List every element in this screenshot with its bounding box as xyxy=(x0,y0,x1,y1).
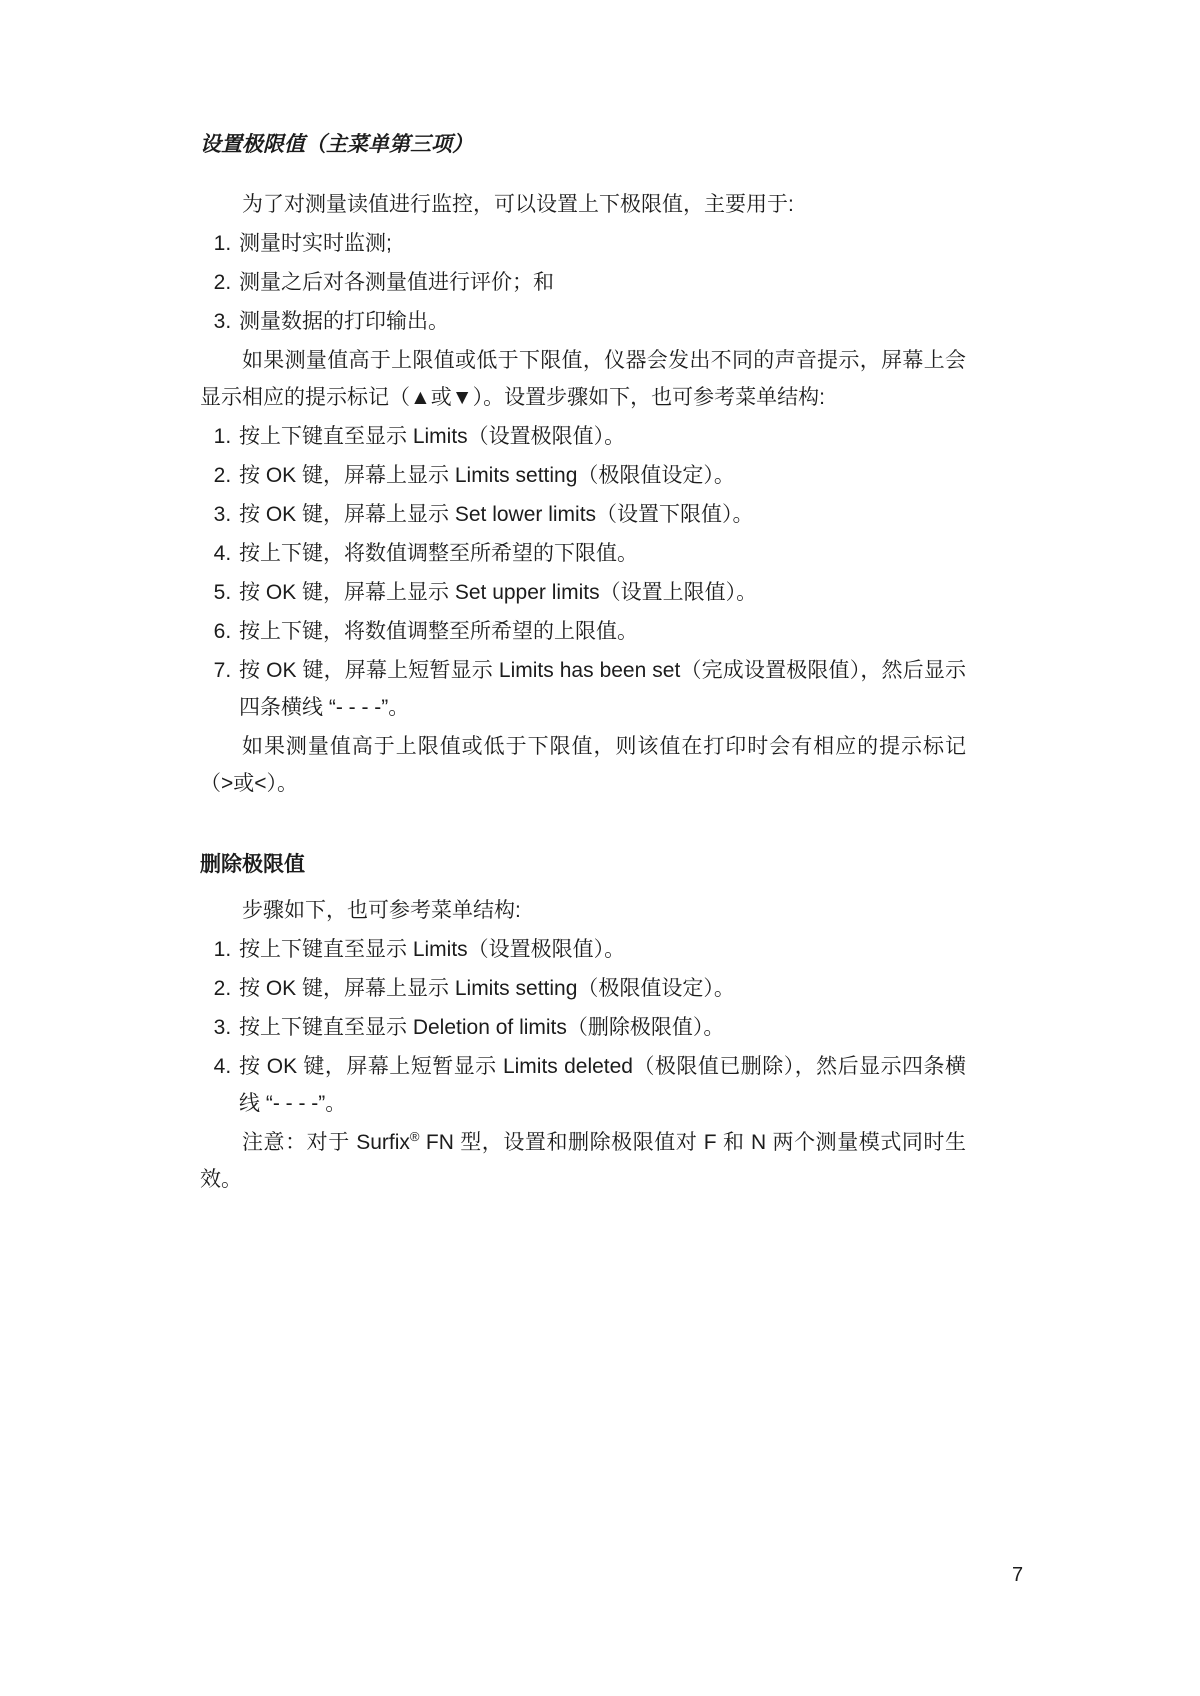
page-content xyxy=(200,126,966,1198)
set-limits-steps-list xyxy=(200,418,966,726)
list-item: 1. 按上下键直至显示 Limits（设置极限值）。 xyxy=(237,418,966,455)
paragraph-set-limits-intro: 为了对测量读值进行监控，可以设置上下极限值，主要用于: xyxy=(242,193,794,216)
list-item: 1. 测量时实时监测; xyxy=(237,225,966,262)
purpose-list xyxy=(200,225,966,340)
list-item: 2. 测量之后对各测量值进行评价；和 xyxy=(237,264,966,301)
section-title-set-limits: 设置极限值（主菜单第三项） xyxy=(200,133,473,156)
paragraph-print-mark: 如果测量值高于上限值或低于下限值，则该值在打印时会有相应的提示标记（>或<）。 xyxy=(200,735,966,795)
list-item: 4. 按上下键，将数值调整至所希望的下限值。 xyxy=(237,535,966,572)
list-item: 2. 按 OK 键，屏幕上显示 Limits setting（极限值设定）。 xyxy=(237,457,966,494)
paragraph-note xyxy=(200,1124,966,1198)
list-item: 3. 按 OK 键，屏幕上显示 Set lower limits（设置下限值）。 xyxy=(237,496,966,533)
list-item: 3. 测量数据的打印输出。 xyxy=(237,303,966,340)
page-number: 7 xyxy=(1012,1564,1024,1586)
list-item: 4. 按 OK 键，屏幕上短暂显示 Limits deleted（极限值已删除），然后显示四条横线 “- - - -”。 xyxy=(237,1048,966,1122)
list-item: 3. 按上下键直至显示 Deletion of limits（删除极限值）。 xyxy=(237,1009,966,1046)
registered-trademark-symbol: ® xyxy=(409,1129,420,1144)
note-text-suffix: FN 型，设置和删除极限值对 F 和 N 两个测量模式同时生效。 xyxy=(200,1131,966,1191)
paragraph-alert-marks: 如果测量值高于上限值或低于下限值，仪器会发出不同的声音提示，屏幕上会显示相应的提示标记（▲或▼）。设置步骤如下，也可参考菜单结构: xyxy=(200,349,966,409)
list-item: 5. 按 OK 键，屏幕上显示 Set upper limits（设置上限值）。 xyxy=(237,574,966,611)
list-item: 6. 按上下键，将数值调整至所希望的上限值。 xyxy=(237,613,966,650)
section-title-delete-limits: 删除极限值 xyxy=(200,853,305,876)
paragraph-delete-limits-intro: 步骤如下，也可参考菜单结构: xyxy=(242,899,521,922)
list-item: 7. 按 OK 键，屏幕上短暂显示 Limits has been set（完成设置极限值），然后显示四条横线 “- - - -”。 xyxy=(237,652,966,726)
list-item: 1. 按上下键直至显示 Limits（设置极限值）。 xyxy=(237,931,966,968)
list-item: 2. 按 OK 键，屏幕上显示 Limits setting（极限值设定）。 xyxy=(237,970,966,1007)
delete-limits-steps-list xyxy=(200,931,966,1122)
note-text-prefix: 注意：对于 Surfix xyxy=(242,1131,410,1154)
